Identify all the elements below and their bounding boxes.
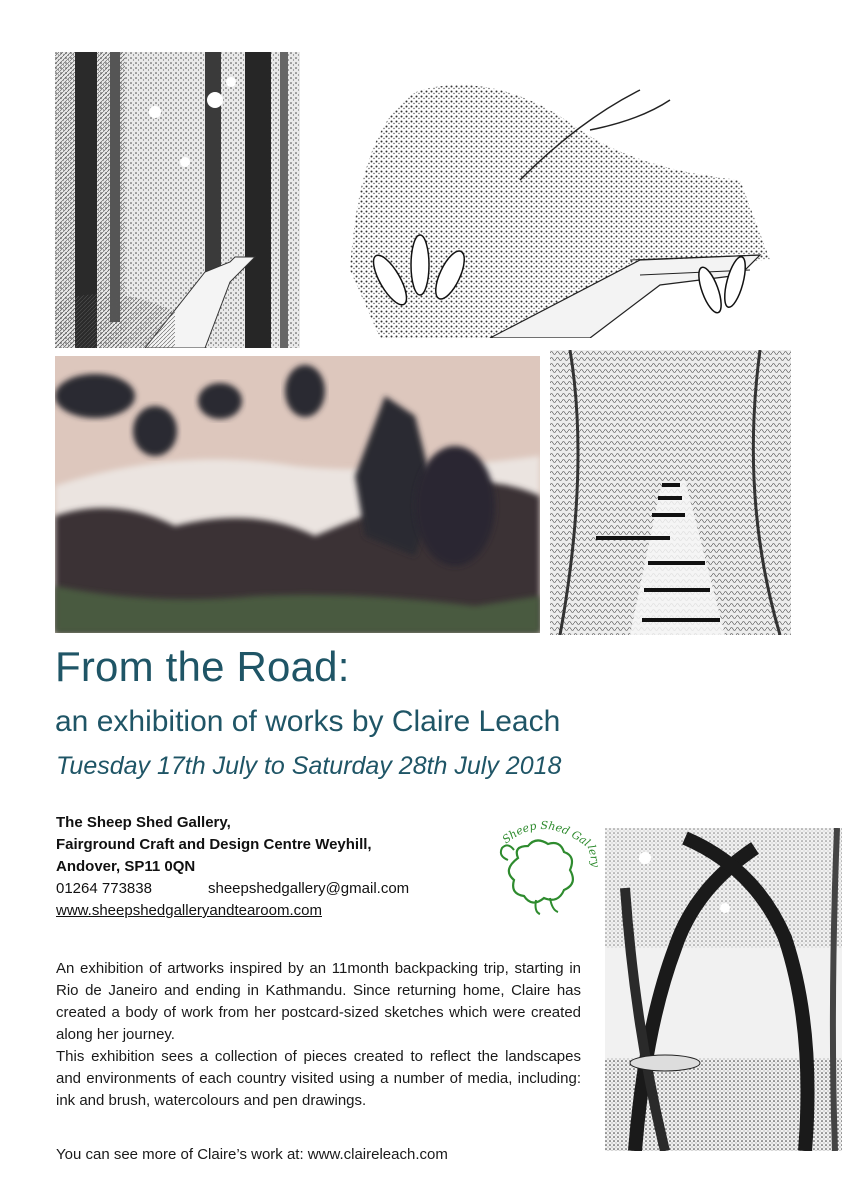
leaning-trees-drawing xyxy=(605,828,842,1151)
venue-email[interactable]: sheepshedgallery@gmail.com xyxy=(208,880,410,897)
more-info-line: You can see more of Claire’s work at: www.claireleach.com xyxy=(56,1146,448,1163)
venue-phone: 01264 773838 xyxy=(56,880,152,897)
artwork-wash-landscape xyxy=(55,356,540,633)
description-paragraph-1: An exhibition of artworks inspired by an 11month backpacking trip, starting in Rio de Janeiro and ending in Kathmandu. Since returning home, Claire has created a body of work from her postcard-sized sketches which were created along her journey. xyxy=(56,960,581,1043)
artwork-leaning-trees xyxy=(605,828,842,1151)
woodland-steps-drawing xyxy=(550,350,791,635)
sheep-shed-gallery-logo xyxy=(488,808,598,920)
wash-landscape-painting xyxy=(55,356,540,633)
venue-address-line2: Andover, SP11 0QN xyxy=(56,858,196,875)
forest-path-drawing xyxy=(55,52,300,348)
venue-website-link[interactable]: www.sheepshedgalleryandtearoom.com xyxy=(56,902,322,919)
contact-row xyxy=(56,878,476,900)
artwork-boardwalk xyxy=(340,60,800,338)
exhibition-subtitle: an exhibition of works by Claire Leach xyxy=(55,705,561,738)
logo-text: Sheep Shed Gall xyxy=(499,818,598,851)
exhibition-dates: Tuesday 17th July to Saturday 28th July 2018 xyxy=(56,752,562,780)
boardwalk-drawing xyxy=(340,60,800,338)
artwork-woodland-steps xyxy=(550,350,791,635)
sheep-logo-icon xyxy=(488,808,598,920)
exhibition-title: From the Road: xyxy=(55,643,350,690)
venue-address-line1: Fairground Craft and Design Centre Weyhill, xyxy=(56,836,372,853)
description-paragraph-2: This exhibition sees a collection of pieces created to reflect the landscapes and environments of each country visited using a number of media, including: ink and brush, watercolours and pen drawings. xyxy=(56,1048,581,1109)
venue-details xyxy=(56,812,476,922)
artwork-forest-path xyxy=(55,52,300,348)
exhibition-description xyxy=(56,958,581,1112)
venue-name: The Sheep Shed Gallery, xyxy=(56,814,231,831)
